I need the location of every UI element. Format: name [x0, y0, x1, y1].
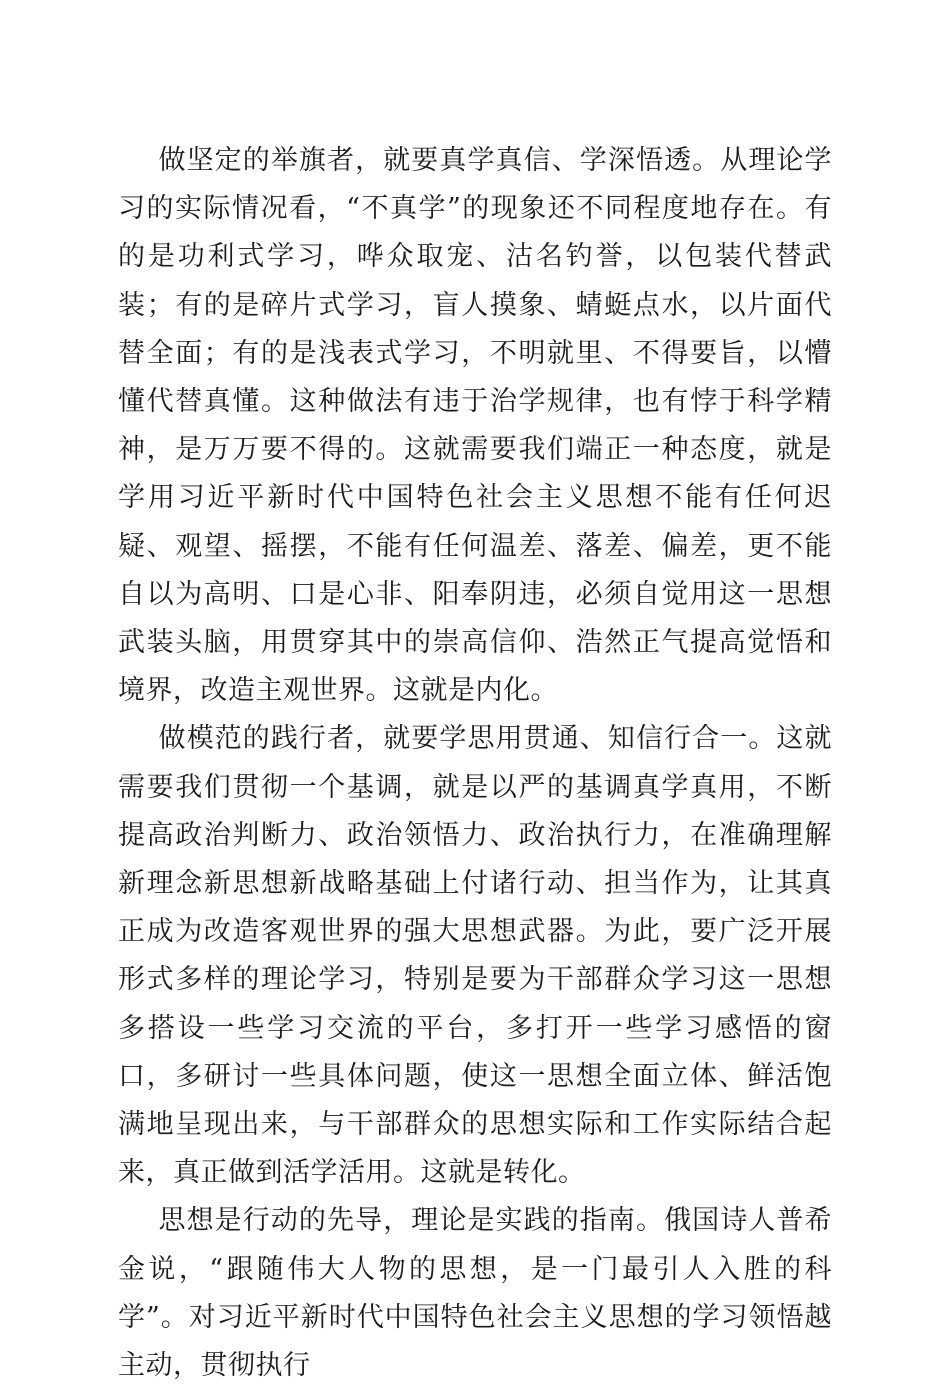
- paragraph-2: 做模范的践行者，就要学思用贯通、知信行合一。这就需要我们贯彻一个基调，就是以严的基调真学真用，不断提高政治判断力、政治领悟力、政治执行力，在准确理解新理念新思想新战略基础上付诸行动、担当作为，让其真正成为改造客观世界的强大思想武器。为此，要广泛开展形式多样的理论学习，特别是要为干部群众学习这一思想多搭设一些学习交流的平台，多打开一些学习感悟的窗口，多研讨一些具体问题，使这一思想全面立体、鲜活饱满地呈现出来，与干部群众的思想实际和工作实际结合起来，真正做到活学活用。这就是转化。: [118, 723, 832, 1189]
- paragraph-1: 做坚定的举旗者，就要真学真信、学深悟透。从理论学习的实际情况看，“不真学”的现象还不同程度地存在。有的是功利式学习，哗众取宠、沽名钓誉，以包装代替武装；有的是碎片式学习，盲人摸象、蜻蜓点水，以片面代替全面；有的是浅表式学习，不明就里、不得要旨，以懵懂代替真懂。这种做法有违于治学规律，也有悖于科学精神，是万万要不得的。这就需要我们端正一种态度，就是学用习近平新时代中国特色社会主义思想不能有任何迟疑、观望、摇摆，不能有任何温差、落差、偏差，更不能自以为高明、口是心非、阳奉阴违，必须自觉用这一思想武装头脑，用贯穿其中的崇高信仰、浩然正气提高觉悟和境界，改造主观世界。这就是内化。: [118, 145, 832, 707]
- body-text: [118, 137, 832, 1390]
- paragraph-3: 思想是行动的先导，理论是实践的指南。俄国诗人普希金说，“跟随伟大人物的思想，是一门最引人入胜的科学”。对习近平新时代中国特色社会主义思想的学习领悟越主动，贯彻执行: [118, 1205, 832, 1382]
